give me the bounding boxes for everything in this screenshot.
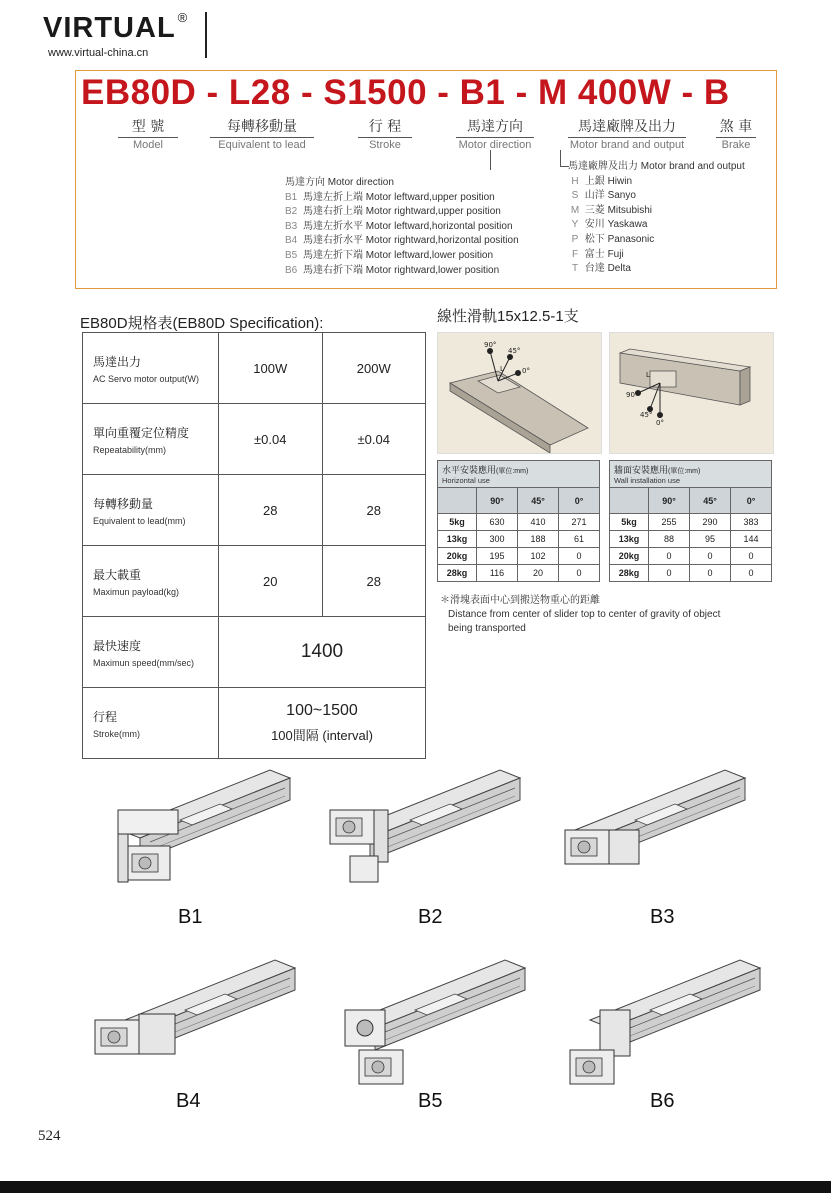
spec-label-en: Maximun speed(mm/sec): [93, 657, 195, 668]
segment-en: Stroke: [358, 137, 412, 151]
registered-mark: ®: [177, 10, 189, 26]
page-number: 524: [38, 1128, 61, 1144]
spec-title: EB80D規格表(EB80D Specification):: [80, 315, 324, 332]
segment-zh: 每轉移動量: [227, 119, 297, 135]
segment-zh: 煞 車: [719, 119, 753, 135]
spec-value: 28: [322, 546, 426, 617]
angle-label: 0°: [522, 367, 530, 375]
segment-brake: [716, 116, 756, 151]
wall-diagram: [609, 332, 774, 454]
segment-lead: [210, 116, 314, 151]
view-b3: [565, 770, 745, 864]
table-row: 13kg 300 188 61: [438, 531, 600, 548]
view-label-b6: B6: [650, 1090, 675, 1112]
spec-value: ±0.04: [219, 404, 323, 475]
dimension-label: L: [646, 371, 650, 379]
spec-label-en: Equivalent to lead(mm): [93, 515, 186, 526]
segment-model: [118, 116, 178, 151]
view-b4: [95, 960, 295, 1054]
view-label-b3: B3: [650, 906, 675, 928]
segment-en: Equivalent to lead: [210, 137, 314, 151]
spec-label-zh: 最快速度: [93, 638, 142, 653]
horizontal-load-table: 水平安裝應用(單位:mm) Horizontal use 90° 45° 0° 5kg 630 410 271 13kg 300 188 61 20kg 195 102 0 28kg 116 20 0: [437, 460, 600, 582]
brand-item: T 台達 Delta: [571, 263, 631, 275]
direction-item: B2 馬達右折上端 Motor rightward,upper position: [285, 206, 501, 218]
spec-row: [83, 333, 426, 404]
spec-value: 28: [322, 475, 426, 546]
view-b1: [118, 770, 290, 882]
spec-value: 28: [219, 475, 323, 546]
brand-name: VIRTUAL: [43, 12, 176, 44]
spec-value: 100~1500: [286, 702, 358, 719]
view-b2: [330, 770, 520, 882]
direction-item: B3 馬達左折水平 Motor leftward,horizontal position: [285, 220, 513, 232]
table-header: 水平安裝應用(單位:mm) Horizontal use: [437, 460, 600, 487]
brand-url: www.virtual-china.cn: [48, 47, 149, 59]
footnote-en: being transported: [448, 623, 526, 634]
brand-item: S 山洋 Sanyo: [571, 190, 636, 202]
spec-row: [83, 546, 426, 617]
product-views: [0, 760, 831, 1120]
segment-zh: 型 號: [131, 119, 165, 135]
segment-zh: 馬達方向: [467, 119, 523, 135]
direction-item: B6 馬達右折下端 Motor rightward,lower position: [285, 264, 500, 276]
table-row: 5kg 630 410 271: [438, 514, 600, 531]
angle-label: 90°: [626, 391, 639, 399]
brand-item: F 富士 Fuji: [571, 248, 624, 260]
segment-stroke: [358, 116, 412, 151]
brand-item: P 松下 Panasonic: [571, 233, 655, 245]
view-label-b2: B2: [418, 906, 443, 928]
spec-label-zh: 馬達出力: [93, 354, 142, 369]
brand-item: Y 安川 Yaskawa: [571, 219, 648, 231]
direction-item: B4 馬達右折水平 Motor rightward,horizontal position: [285, 235, 519, 247]
direction-title: 馬達方向 Motor direction: [285, 177, 394, 188]
brand-item: H 上銀 Hiwin: [571, 175, 633, 187]
spec-row: [83, 475, 426, 546]
direction-item: B5 馬達左折下端 Motor leftward,lower position: [285, 249, 494, 261]
segment-zh: 馬達廠牌及出力: [578, 119, 676, 135]
spec-label-en: Maximun payload(kg): [93, 586, 180, 597]
segment-en: Model: [118, 137, 178, 151]
direction-list: [285, 176, 519, 278]
view-label-b5: B5: [418, 1090, 443, 1112]
brand-item: M 三菱 Mitsubishi: [570, 204, 653, 216]
rail-title: 線性滑軌15x12.5-1支: [437, 308, 579, 325]
direction-connector: [490, 150, 492, 170]
table-row: 13kg 88 95 144: [610, 531, 772, 548]
spec-label-en: AC Servo motor output(W): [93, 373, 200, 384]
angle-label: 45°: [508, 347, 521, 355]
header-divider: [205, 12, 207, 58]
spec-label-zh: 單向重覆定位精度: [93, 425, 190, 440]
spec-value: ±0.04: [322, 404, 426, 475]
segment-en: Brake: [716, 137, 756, 151]
table-header: 牆面安裝應用(單位:mm) Wall installation use: [609, 460, 772, 487]
angle-label: 90°: [484, 341, 497, 349]
table-row: 20kg 195 102 0: [438, 548, 600, 565]
segment-brand: [568, 116, 686, 151]
spec-value: 100W: [219, 333, 323, 404]
spec-label-zh: 每轉移動量: [93, 496, 154, 511]
segment-zh: 行 程: [368, 119, 402, 135]
view-label-b1: B1: [178, 906, 203, 928]
footnote: [440, 594, 720, 636]
segment-en: Motor direction: [456, 137, 534, 151]
spec-value: 1400: [219, 617, 426, 688]
spec-table: [82, 332, 426, 759]
brand-title: 馬達廠牌及出力 Motor brand and output: [568, 161, 745, 172]
table-row: 5kg 255 290 383: [610, 514, 772, 531]
spec-label-en: Repeatability(mm): [93, 444, 167, 455]
table-row: 20kg 0 0 0: [610, 548, 772, 565]
view-label-b4: B4: [176, 1090, 201, 1112]
brand-logo: [43, 10, 189, 45]
spec-label-zh: 行程: [93, 709, 118, 724]
segment-direction: [456, 116, 534, 151]
spec-row: [83, 404, 426, 475]
spec-row: [83, 688, 426, 759]
spec-value-sub: 100間隔 (interval): [271, 728, 373, 743]
model-code: EB80D - L28 - S1500 - B1 - M 400W - B: [81, 73, 730, 112]
table-row: 28kg 116 20 0: [438, 565, 600, 582]
horizontal-diagram: [437, 332, 602, 454]
angle-label: 45°: [640, 411, 653, 419]
spec-label-en: Stroke(mm): [93, 728, 140, 739]
spec-row: [83, 617, 426, 688]
view-b5: [345, 960, 525, 1084]
spec-value: 20: [219, 546, 323, 617]
segment-en: Motor brand and output: [569, 139, 685, 151]
view-b6: [570, 960, 760, 1084]
dimension-label: L: [500, 365, 504, 373]
angle-label: 0°: [656, 419, 664, 427]
table-row: 28kg 0 0 0: [610, 565, 772, 582]
footer-bar: [0, 1181, 831, 1193]
spec-label-zh: 最大載重: [93, 567, 142, 582]
footnote-zh: ＊滑塊表面中心到搬送物重心的距離: [440, 595, 600, 606]
brand-list: [568, 160, 745, 277]
direction-item: B1 馬達左折上端 Motor leftward,upper position: [285, 191, 495, 203]
wall-load-table: 牆面安裝應用(單位:mm) Wall installation use 90° 45° 0° 5kg 255 290 383 13kg 88 95 144 20kg 0 0 0 28kg 0 0 0: [609, 460, 772, 582]
footnote-en: Distance from center of slider top to center of gravity of object: [448, 609, 721, 620]
spec-value: 200W: [322, 333, 426, 404]
